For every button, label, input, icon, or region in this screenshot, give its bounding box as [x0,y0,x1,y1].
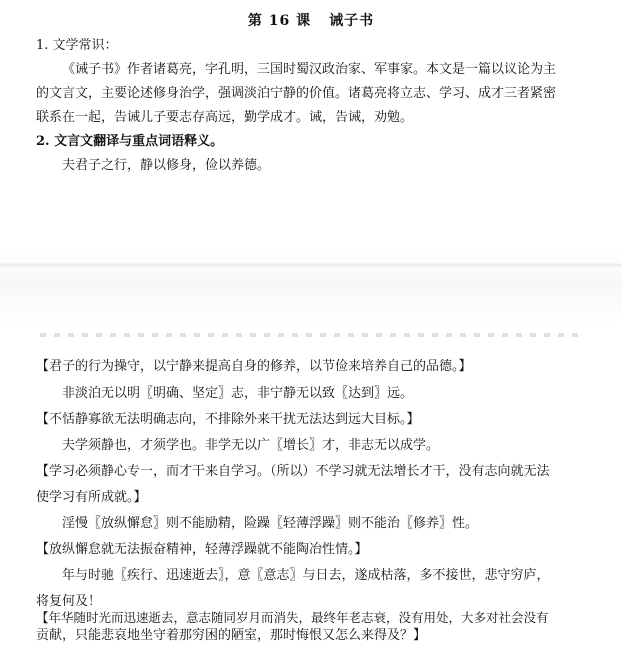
source-sentence-4: 淫慢〖放纵懈怠〗则不能励精，险躁〖轻薄浮躁〗则不能治〖修养〗性。 [62,516,479,531]
translation-2: 【不恬静寡欲无法明确志向，不排除外来干扰无法达到远大目标。】 [36,412,420,427]
page-title [0,10,622,30]
lesson-number: 第 16 课 [247,13,312,29]
source-sentence-2: 非淡泊无以明〖明确、坚定〗志，非宁静无以致〖达到〗远。 [62,386,414,401]
source-sentence-5-line-1: 年与时驰〖疾行、迅速逝去〗，意〖意志〗与日去，遂成枯落，多不接世，悲守穷庐， [62,568,550,583]
translation-4: 【放纵懈怠就无法振奋精神，轻薄浮躁就不能陶冶性情。】 [36,542,368,557]
literature-paragraph-line-2: 的文言文，主要论述修身治学，强调淡泊宁静的价值。诸葛亮将立志、学习、成才三者紧密 [36,86,557,101]
source-sentence-3: 夫学须静也，才须学也。非学无以广〖增长〗才，非志无以成学。 [62,438,440,453]
translation-3-line-2: 使学习有所成就。】 [36,490,147,505]
page-break-artifact [40,333,580,337]
literature-paragraph-line-1: 《诫子书》作者诸葛亮，字孔明，三国时蜀汉政治家、军事家。本文是一篇以议论为主 [62,62,557,77]
translation-3-line-1: 【学习必须静心专一，而才干来自学习。（所以）不学习就无法增长才干，没有志向就无法 [36,464,550,479]
translation-5-line-1: 【年华随时光而迅速逝去，意志随同岁月而消失，最终年老志衰，没有用处，大多对社会没有 [36,610,549,625]
section-heading-literature: 1. 文学常识： [36,38,118,53]
section-heading-translation: 2. 文言文翻译与重点词语释义。 [36,134,224,149]
literature-paragraph-line-3: 联系在一起，告诫儿子要志存高远，勤学成才。诫，告诫，劝勉。 [36,110,414,125]
page-break [0,252,622,324]
translation-1: 【君子的行为操守，以宁静来提高自身的修养，以节俭来培养自己的品德。】 [36,359,472,374]
translation-5-line-2: 贡献，只能悲哀地坐守着那穷困的陋室，那时悔恨又怎么来得及？】 [36,628,427,643]
source-sentence-1: 夫君子之行，静以修身，俭以养德。 [62,158,271,173]
source-sentence-5-line-2: 将复何及！ [36,594,102,609]
lesson-title: 诫子书 [329,13,375,29]
